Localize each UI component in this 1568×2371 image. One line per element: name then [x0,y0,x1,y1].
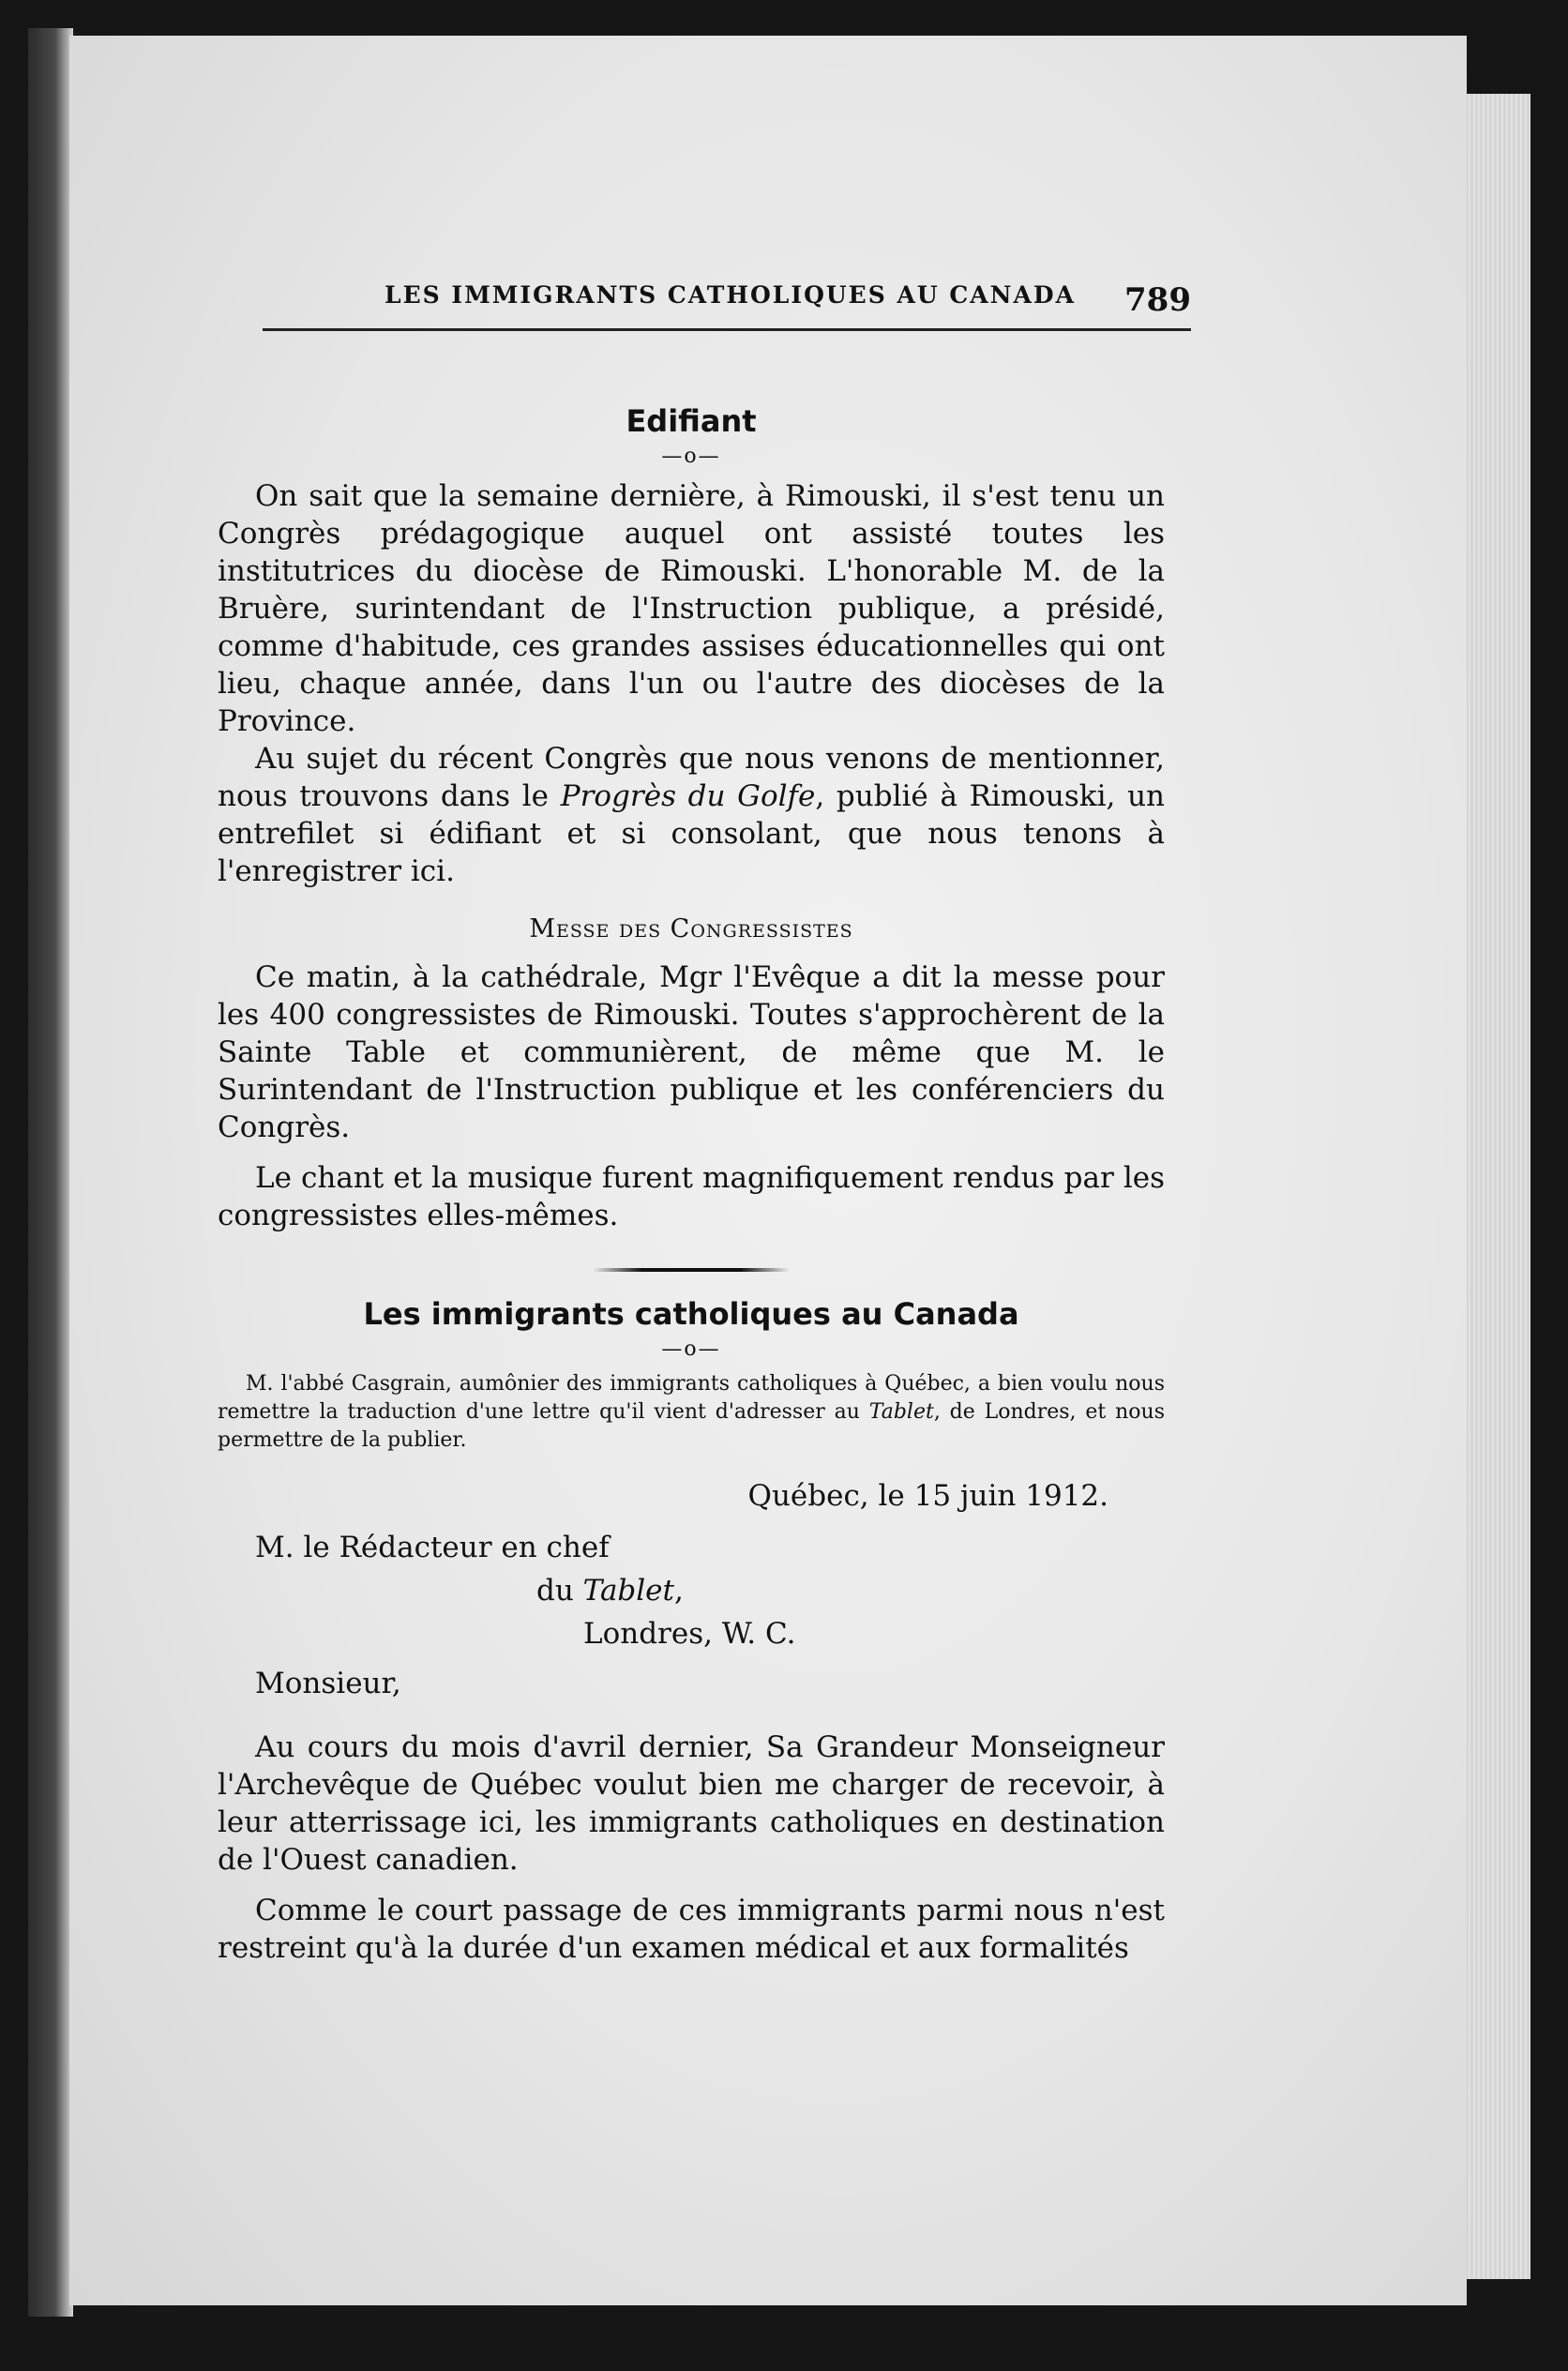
address-line: M. le Rédacteur en chef [255,1531,610,1564]
right-page-stack [1463,94,1530,2279]
paragraph-text: Au sujet du récent Congrès que nous venons de mentionner, nous trouvons dans le [218,742,1165,813]
paragraph: Le chant et la musique furent magnifiquement rendus par les congressistes elles-mêmes. [218,1161,1165,1232]
paragraph: Ce matin, à la cathédrale, Mgr l'Evêque a dit la messe pour les 400 congressistes de Rimouski. Toutes s'approchèrent de la Sainte Table et communièrent, de même que M. le Surintendant de l'Instruction publique et les conférenciers du Congrès. [218,960,1165,1144]
running-head: LES IMMIGRANTS CATHOLIQUES AU CANADA [384,281,1076,309]
title-ornament: —o— [661,445,721,468]
italic-title: Tablet [582,1574,674,1608]
address-line: Londres, W. C. [583,1617,796,1651]
paragraph: Comme le court passage de ces immigrants parmi nous n'est restreint qu'à la durée d'un examen médical et aux formalités [218,1894,1165,1965]
left-page-edge [28,28,73,2317]
section-title-edifiant: Edifiant [626,403,757,439]
letter-dateline: Québec, le 15 juin 1912. [747,1479,1108,1513]
paragraph [218,740,1165,890]
page-header [263,281,1191,338]
editor-note [218,1370,1165,1455]
paragraph-text: , publié à Rimouski, un entrefilet si édifiant et si consolant, que nous tenons à l'enregistrer ici. [218,779,1165,888]
subsection-title: Messe des Congressistes [529,914,853,944]
page-content [218,403,1165,1967]
address-text: du [536,1574,583,1608]
paragraph: Au cours du mois d'avril dernier, Sa Grandeur Monseigneur l'Archevêque de Québec voulut bien me charger de recevoir, à leur atterrissage ici, les immigrants catholiques en destination de l'Ouest canadien. [218,1730,1165,1877]
title-ornament: —o— [661,1337,721,1361]
paragraph: On sait que la semaine dernière, à Rimouski, il s'est tenu un Congrès prédagogique auquel ont assisté toutes les institutrices du diocèse de Rimouski. L'honorable M. de la Bruère, surintendant de l'Instruction publique, a présidé, comme d'habitude, ces grandes assises éducationnelles qui ont lieu, chaque année, dans l'un ou l'autre des diocèses de la Province. [218,479,1165,738]
page-number: 789 [1124,281,1191,319]
italic-title: Progrès du Golfe [560,779,816,813]
letter-salutation: Monsieur, [255,1667,401,1700]
address-line [218,1569,1165,1612]
address-text: , [674,1574,684,1608]
italic-title: Tablet [868,1400,934,1424]
header-rule [263,328,1191,331]
section-divider [593,1268,790,1272]
note-text: M. l'abbé Casgrain, aumônier des immigrants catholiques à Québec, a bien voulu nous remettre la traduction d'une lettre qu'il vient d'adresser au [218,1372,1165,1424]
section-title-immigrants: Les immigrants catholiques au Canada [363,1296,1019,1332]
note-text: , de Londres, et nous permettre de la publier. [218,1400,1165,1452]
